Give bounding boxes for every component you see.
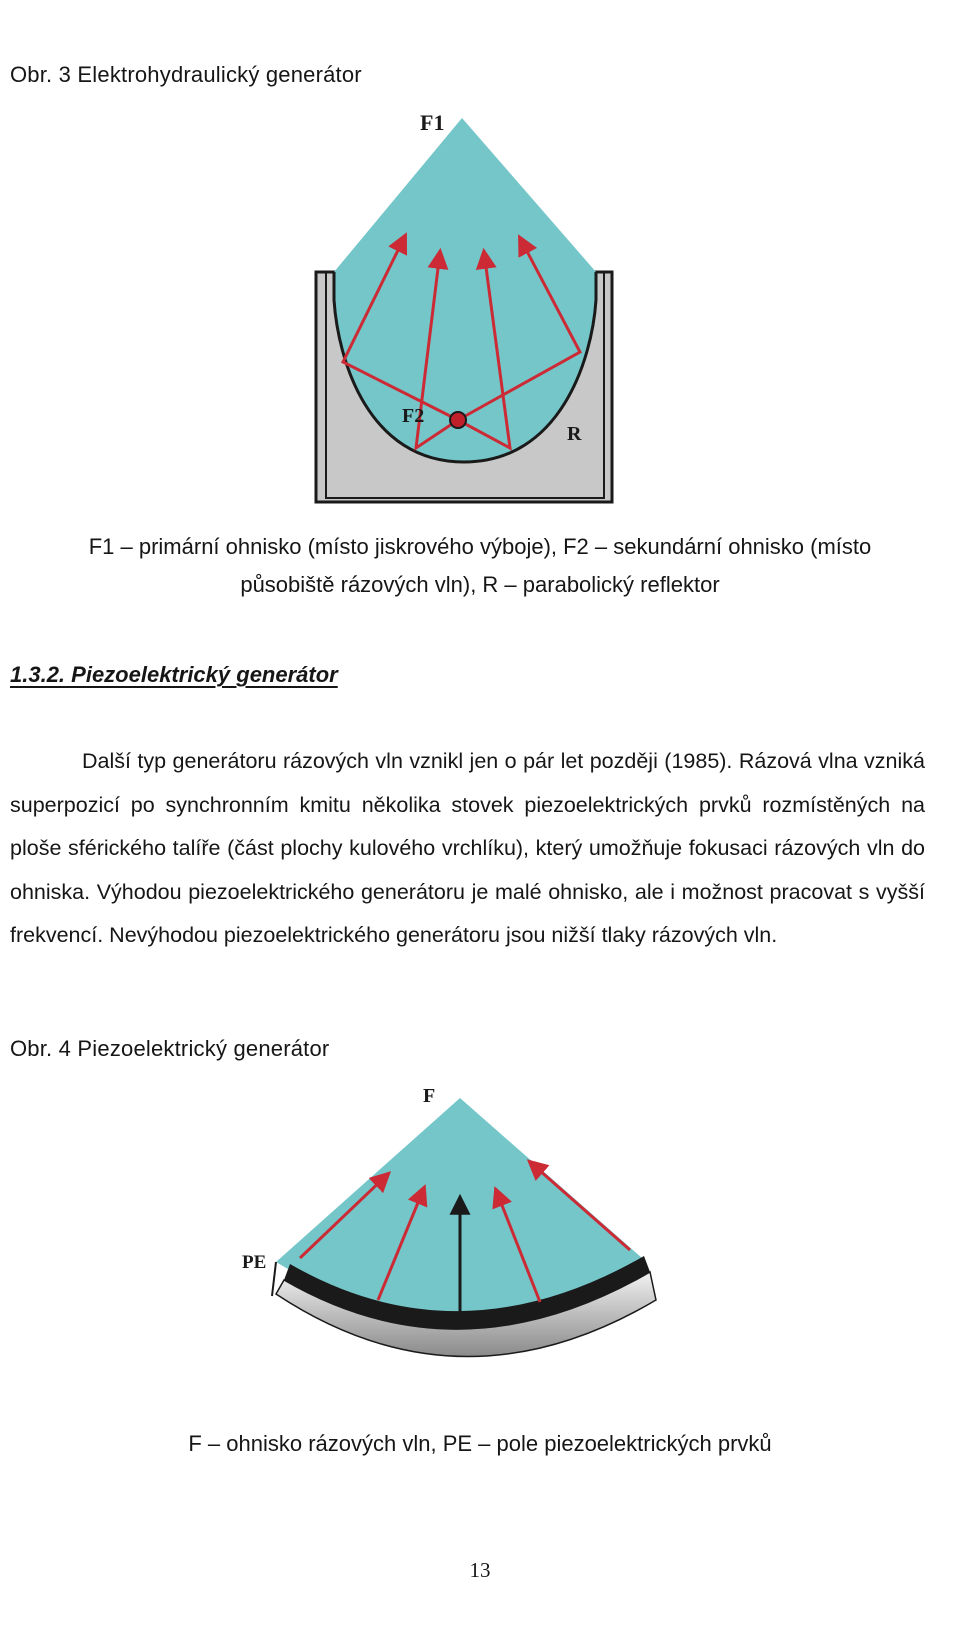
figure4-caption: Obr. 4 Piezoelektrický generátor bbox=[10, 1036, 330, 1061]
figure3-diagram bbox=[300, 105, 630, 510]
label-pe: PE bbox=[242, 1252, 267, 1273]
label-r: R bbox=[567, 423, 582, 445]
section-heading: 1.3.2. Piezoelektrický generátor bbox=[10, 662, 338, 687]
figure3-legend-line2: působiště rázových vln), R – parabolický reflektor bbox=[240, 572, 720, 597]
figure4-diagram bbox=[230, 1075, 660, 1375]
f2-spark bbox=[450, 412, 466, 428]
water-region bbox=[334, 118, 596, 462]
label-f1: F1 bbox=[420, 110, 445, 135]
figure3-legend bbox=[0, 528, 960, 604]
figure3-caption: Obr. 3 Elektrohydraulický generátor bbox=[10, 62, 362, 87]
body-paragraph: Další typ generátoru rázových vln vznikl jen o pár let později (1985). Rázová vlna vzniká superpozicí po synchronním kmitu několika stovek piezoelektrických prvků rozmístěných na ploše sférického talíře (část plochy kulového vrchlíku), který umožňuje fokusaci rázových vln do ohniska. Výhodou piezoelektrického generátoru je malé ohnisko, ale i možnost pracovat s vyšší frekvencí. Nevýhodou piezoelektrického generátoru jsou nižší tlaky rázových vln. bbox=[10, 749, 925, 947]
label-f2: F2 bbox=[402, 405, 425, 427]
page-number: 13 bbox=[469, 1558, 491, 1582]
figure4-legend: F – ohnisko rázových vln, PE – pole piezoelektrických prvků bbox=[188, 1431, 772, 1456]
figure3-legend-line1: F1 – primární ohnisko (místo jiskrového výboje), F2 – sekundární ohnisko (místo bbox=[88, 534, 872, 559]
label-f: F bbox=[423, 1085, 436, 1107]
